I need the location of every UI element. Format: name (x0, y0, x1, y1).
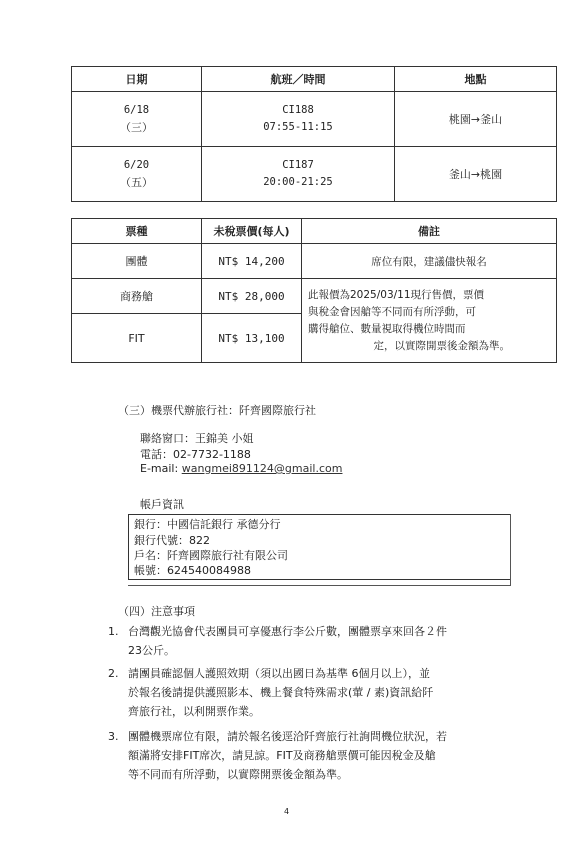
column-header-price: 未稅票價(每人) (202, 219, 302, 244)
notice-item (108, 664, 517, 721)
notice-line: 額滿將安排FIT席次，請見諒。FIT及商務艙票價可能因稅金及艙 (128, 749, 436, 762)
note-line: 此報價為2025/03/11現行售價，票價 (308, 288, 485, 301)
flight-number: CI188 (282, 104, 314, 116)
note-line: 與稅金會因艙等不同而有所浮動，可 (308, 305, 476, 318)
column-header-flight-time: 航班／時間 (202, 67, 395, 92)
fare-table (71, 218, 557, 363)
email-line (140, 462, 342, 475)
notice-line: 等不同而有所浮動，以實際開票後金額為準。 (128, 768, 348, 781)
route-cell: 桃園→釜山 (395, 92, 557, 147)
remark-cell-price-note (302, 279, 557, 363)
weekday-value: （五） (120, 176, 153, 189)
column-header-date: 日期 (72, 67, 202, 92)
price-cell: NT$ 14,200 (202, 244, 302, 279)
remark-cell: 席位有限，建議儘快報名 (302, 244, 557, 279)
notice-number: 3. (108, 730, 119, 743)
notice-line: 台灣觀光協會代表團員可享優惠行李公斤數，團體票享來回各２件 (128, 625, 447, 638)
contact-person: 聯絡窗口：王錦美 小姐 (140, 432, 254, 445)
ticket-type-cell: 團體 (72, 244, 202, 279)
flight-number: CI187 (282, 159, 314, 171)
note-line: 定，以實際開票後金額為準。 (373, 339, 510, 352)
table-row (72, 147, 557, 202)
table-row (72, 92, 557, 147)
table-row (72, 279, 557, 314)
notice-item (108, 727, 517, 784)
notice-line: 請團員確認個人護照效期（須以出國日為基準 6個月以上），並 (128, 667, 430, 680)
date-cell (72, 147, 202, 202)
box-shadow-line (510, 514, 511, 586)
account-name: 戶名：阡齊國際旅行社有限公司 (134, 549, 288, 562)
date-cell (72, 92, 202, 147)
notice-number: 1. (108, 625, 119, 638)
phone-number: 電話：02-7732-1188 (140, 448, 251, 461)
flight-cell (202, 92, 395, 147)
date-value: 6/20 (123, 159, 150, 171)
flight-cell (202, 147, 395, 202)
notices-heading: （四）注意事項 (118, 605, 195, 618)
email-label: E-mail: (140, 462, 179, 475)
bank-account-box (128, 514, 511, 580)
price-cell: NT$ 28,000 (202, 279, 302, 314)
notice-line: 於報名後請提供護照影本、機上餐食特殊需求(葷 / 素)資訊給阡 (128, 686, 434, 699)
weekday-value: （三） (120, 121, 153, 134)
notice-line: 23公斤。 (128, 644, 175, 657)
account-info-title: 帳戶資訊 (140, 498, 184, 511)
bank-code: 銀行代號：822 (134, 534, 210, 547)
column-header-remarks: 備註 (302, 219, 557, 244)
route-cell: 釜山→桃園 (395, 147, 557, 202)
table-row (72, 244, 557, 279)
flight-schedule-table (71, 66, 557, 202)
price-cell: NT$ 13,100 (202, 314, 302, 363)
email-link[interactable]: wangmei891124@gmail.com (181, 462, 343, 475)
page-number: 4 (284, 807, 290, 816)
notice-item (108, 622, 517, 660)
agency-heading: （三）機票代辦旅行社：阡齊國際旅行社 (118, 404, 316, 417)
account-number: 帳號：624540084988 (134, 564, 251, 577)
notice-line: 齊旅行社，以利開票作業。 (128, 705, 260, 718)
ticket-type-cell: 商務艙 (72, 279, 202, 314)
column-header-ticket-type: 票種 (72, 219, 202, 244)
box-shadow-line (128, 585, 511, 586)
column-header-location: 地點 (395, 67, 557, 92)
date-value: 6/18 (123, 104, 150, 116)
table-header-row (72, 67, 557, 92)
flight-time: 07:55-11:15 (263, 121, 333, 133)
table-header-row (72, 219, 557, 244)
ticket-type-cell: FIT (72, 314, 202, 363)
bank-name: 銀行：中國信託銀行 承德分行 (134, 518, 281, 531)
notice-number: 2. (108, 667, 119, 680)
notice-line: 團體機票席位有限，請於報名後逕洽阡齊旅行社詢問機位狀況，若 (128, 730, 447, 743)
flight-time: 20:00-21:25 (263, 176, 333, 188)
note-line: 購得艙位、數量視取得機位時間而 (308, 322, 466, 335)
